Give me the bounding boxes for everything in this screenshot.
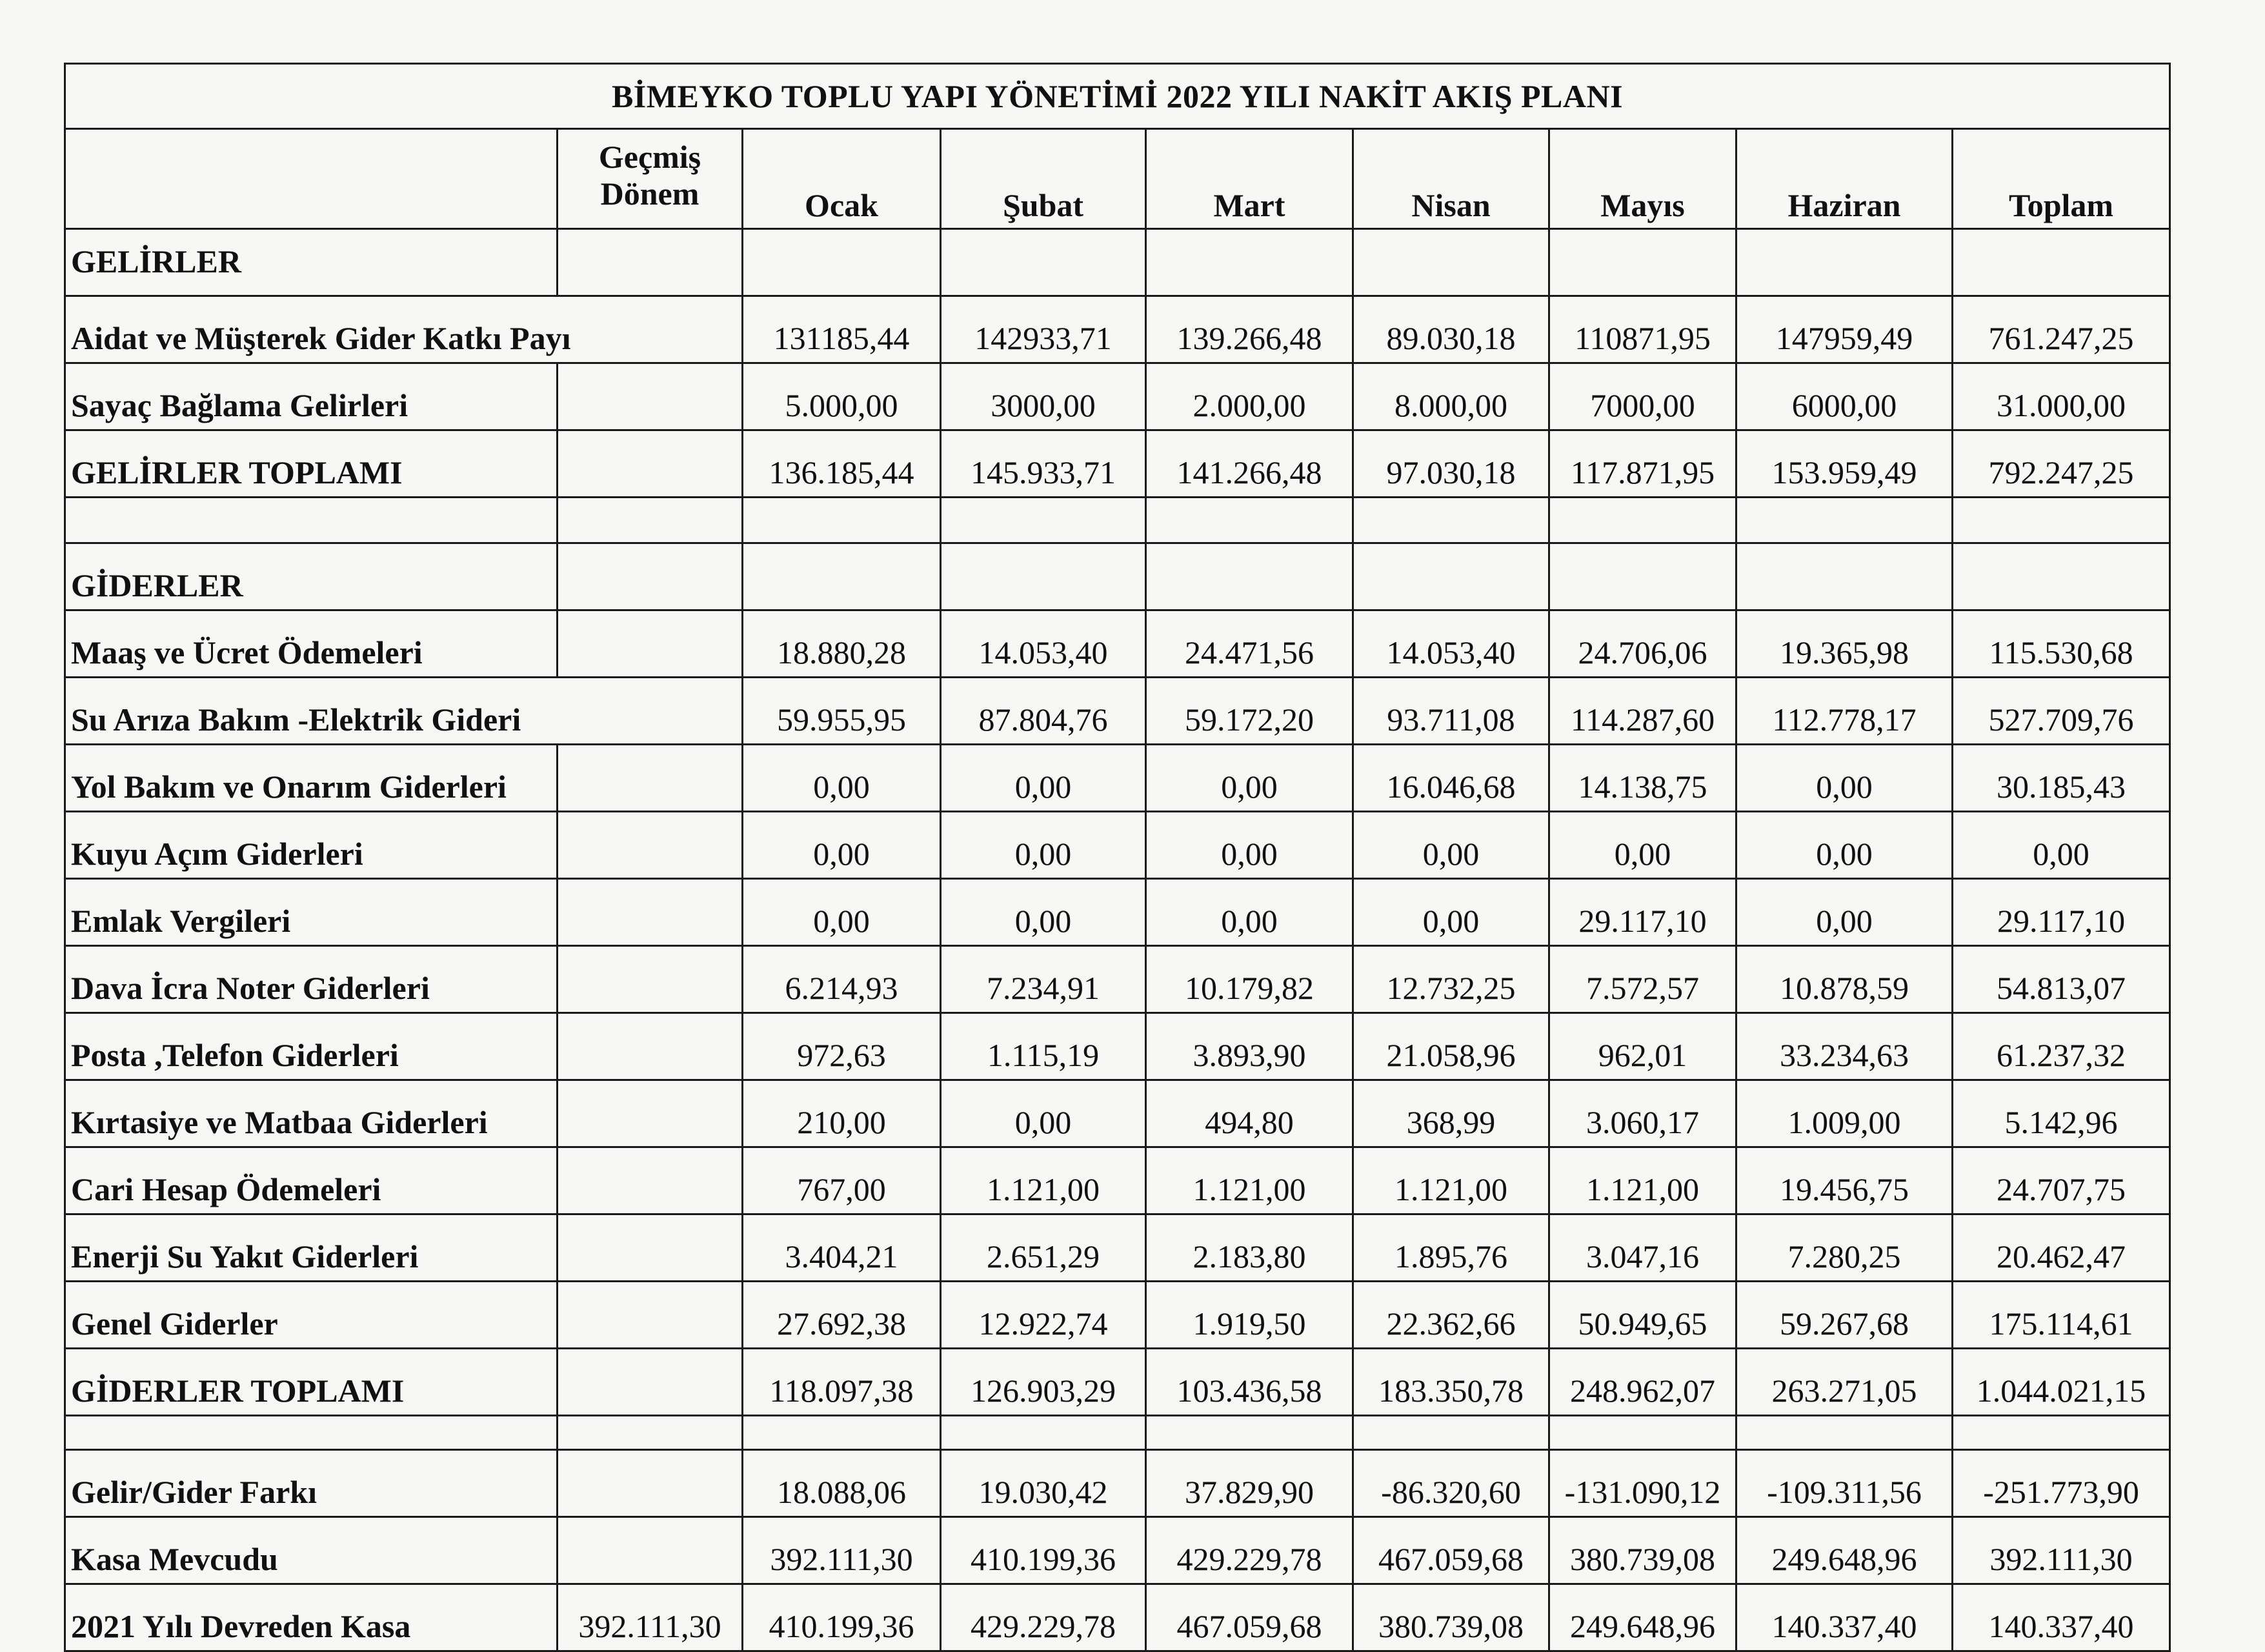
cell-nisan: -86.320,60 [1353,1450,1549,1517]
cell-toplam: 29.117,10 [1953,879,2170,946]
empty-cell [1146,229,1353,296]
cell-nisan: 368,99 [1353,1080,1549,1147]
empty-cell [1953,229,2170,296]
cell-mayis: 249.648,96 [1549,1584,1736,1651]
empty-cell [558,543,743,610]
cell-toplam: 792.247,25 [1953,430,2170,498]
cell-subat: 145.933,71 [941,430,1146,498]
cell-haziran: 249.648,96 [1736,1517,1953,1584]
cell-toplam: 392.111,30 [1953,1517,2170,1584]
cell-subat: 0,00 [941,879,1146,946]
cell-gecmis-donem [558,363,743,430]
header-mart: Mart [1146,129,1353,229]
cell-ocak: 27.692,38 [743,1282,941,1349]
cell-nisan: 22.362,66 [1353,1282,1549,1349]
empty-cell [1736,1416,1953,1450]
header-haziran: Haziran [1736,129,1953,229]
cell-toplam: 175.114,61 [1953,1282,2170,1349]
empty-cell [558,1416,743,1450]
cell-ocak: 410.199,36 [743,1584,941,1651]
cell-subat: 0,00 [941,1080,1146,1147]
empty-cell [743,498,941,543]
header-nisan: Nisan [1353,129,1549,229]
cell-mart: 141.266,48 [1146,430,1353,498]
cell-toplam: 20.462,47 [1953,1214,2170,1282]
table-row [65,1080,2170,1147]
cell-haziran: 19.365,98 [1736,610,1953,678]
row-label: Emlak Vergileri [65,879,558,946]
cell-mayis: 24.706,06 [1549,610,1736,678]
cell-gecmis-donem [558,610,743,678]
cell-subat: 142933,71 [941,296,1146,363]
row-label: Gelir/Gider Farkı [65,1450,558,1517]
cell-gecmis-donem [558,745,743,812]
cell-subat: 2.651,29 [941,1214,1146,1282]
cell-toplam: 54.813,07 [1953,946,2170,1013]
cell-mayis: 7.572,57 [1549,946,1736,1013]
cell-ocak: 18.088,06 [743,1450,941,1517]
cell-nisan: 467.059,68 [1353,1517,1549,1584]
cell-gecmis-donem [558,1214,743,1282]
cell-mart: 2.183,80 [1146,1214,1353,1282]
empty-cell [1353,229,1549,296]
empty-cell [1736,498,1953,543]
cell-nisan: 89.030,18 [1353,296,1549,363]
empty-cell [941,229,1146,296]
cell-toplam: -251.773,90 [1953,1450,2170,1517]
empty-cell [1353,543,1549,610]
cell-subat: 126.903,29 [941,1349,1146,1416]
table-row [65,879,2170,946]
cell-gecmis-donem [558,430,743,498]
cell-haziran: 6000,00 [1736,363,1953,430]
cell-subat: 0,00 [941,812,1146,879]
empty-cell [1146,543,1353,610]
cell-mart: 429.229,78 [1146,1517,1353,1584]
table-row [65,678,2170,745]
cell-subat: 12.922,74 [941,1282,1146,1349]
header-gecmis-donem [558,129,743,229]
cell-mart: 494,80 [1146,1080,1353,1147]
cell-haziran: 0,00 [1736,745,1953,812]
empty-cell [1146,1416,1353,1450]
row-label: Dava İcra Noter Giderleri [65,946,558,1013]
cell-nisan: 21.058,96 [1353,1013,1549,1080]
cell-nisan: 1.121,00 [1353,1147,1549,1214]
table-row [65,1282,2170,1349]
cell-haziran: 140.337,40 [1736,1584,1953,1651]
cell-ocak: 767,00 [743,1147,941,1214]
cell-toplam: 527.709,76 [1953,678,2170,745]
cell-haziran: 10.878,59 [1736,946,1953,1013]
cell-subat: 19.030,42 [941,1450,1146,1517]
cell-toplam: 24.707,75 [1953,1147,2170,1214]
cell-subat: 1.115,19 [941,1013,1146,1080]
cell-mart: 0,00 [1146,879,1353,946]
cell-nisan: 97.030,18 [1353,430,1549,498]
cell-subat: 0,00 [941,745,1146,812]
cell-mart: 139.266,48 [1146,296,1353,363]
empty-cell [1549,498,1736,543]
empty-cell [65,498,558,543]
empty-cell [1736,543,1953,610]
table-row [65,812,2170,879]
table-row [65,1214,2170,1282]
cell-haziran: 7.280,25 [1736,1214,1953,1282]
row-label: Enerji Su Yakıt Giderleri [65,1214,558,1282]
header-ocak: Ocak [743,129,941,229]
cell-mayis: 110871,95 [1549,296,1736,363]
cell-ocak: 18.880,28 [743,610,941,678]
cell-ocak: 0,00 [743,812,941,879]
table-row [65,296,2170,363]
cell-mart: 3.893,90 [1146,1013,1353,1080]
cell-gecmis-donem: 392.111,30 [558,1584,743,1651]
empty-cell [1549,1416,1736,1450]
cell-mart: 467.059,68 [1146,1584,1353,1651]
row-label: Kasa Mevcudu [65,1517,558,1584]
cell-subat: 87.804,76 [941,678,1146,745]
cell-nisan: 93.711,08 [1353,678,1549,745]
table-row [65,1584,2170,1651]
row-label: Aidat ve Müşterek Gider Katkı Payı [65,296,558,363]
cell-toplam: 761.247,25 [1953,296,2170,363]
cell-gecmis-donem [558,946,743,1013]
empty-cell [941,498,1146,543]
cell-mart: 2.000,00 [1146,363,1353,430]
empty-cell [743,1416,941,1450]
cell-nisan: 8.000,00 [1353,363,1549,430]
cell-nisan: 14.053,40 [1353,610,1549,678]
row-label: GELİRLER TOPLAMI [65,430,558,498]
cell-ocak: 136.185,44 [743,430,941,498]
empty-cell [941,1416,1146,1450]
cell-subat: 7.234,91 [941,946,1146,1013]
cell-toplam: 140.337,40 [1953,1584,2170,1651]
cell-haziran: 1.009,00 [1736,1080,1953,1147]
cell-gecmis-donem [558,879,743,946]
cell-toplam: 0,00 [1953,812,2170,879]
empty-cell [558,229,743,296]
cell-gecmis-donem [558,1013,743,1080]
cell-haziran: 153.959,49 [1736,430,1953,498]
cell-mayis: 29.117,10 [1549,879,1736,946]
cell-mart: 37.829,90 [1146,1450,1353,1517]
cell-haziran: 33.234,63 [1736,1013,1953,1080]
cell-mart: 0,00 [1146,745,1353,812]
row-label: Genel Giderler [65,1282,558,1349]
cell-nisan: 1.895,76 [1353,1214,1549,1282]
table-row [65,430,2170,498]
section-gelirler: GELİRLER [65,229,558,296]
cell-mart: 59.172,20 [1146,678,1353,745]
cell-subat: 429.229,78 [941,1584,1146,1651]
cell-gecmis-donem [558,1349,743,1416]
empty-cell [1549,543,1736,610]
cell-nisan: 0,00 [1353,812,1549,879]
document-title: BİMEYKO TOPLU YAPI YÖNETİMİ 2022 YILI NAKİT AKIŞ PLANI [65,64,2170,129]
cell-toplam: 5.142,96 [1953,1080,2170,1147]
cell-gecmis-donem [558,678,743,745]
row-label: Sayaç Bağlama Gelirleri [65,363,558,430]
cell-ocak: 118.097,38 [743,1349,941,1416]
header-subat: Şubat [941,129,1146,229]
cell-subat: 14.053,40 [941,610,1146,678]
cell-ocak: 59.955,95 [743,678,941,745]
cell-subat: 410.199,36 [941,1517,1146,1584]
cell-haziran: 19.456,75 [1736,1147,1953,1214]
cell-haziran: -109.311,56 [1736,1450,1953,1517]
cell-subat: 3000,00 [941,363,1146,430]
cell-nisan: 380.739,08 [1353,1584,1549,1651]
section-giderler: GİDERLER [65,543,558,610]
cell-gecmis-donem [558,1282,743,1349]
cell-mayis: 3.047,16 [1549,1214,1736,1282]
cell-mayis: 114.287,60 [1549,678,1736,745]
empty-cell [1953,543,2170,610]
cell-mart: 10.179,82 [1146,946,1353,1013]
cell-nisan: 12.732,25 [1353,946,1549,1013]
cell-ocak: 5.000,00 [743,363,941,430]
cell-nisan: 16.046,68 [1353,745,1549,812]
cell-mart: 24.471,56 [1146,610,1353,678]
cash-flow-table [64,63,2171,1652]
cell-ocak: 392.111,30 [743,1517,941,1584]
empty-cell [1353,1416,1549,1450]
cell-mayis: 117.871,95 [1549,430,1736,498]
cell-ocak: 972,63 [743,1013,941,1080]
cell-ocak: 131185,44 [743,296,941,363]
cell-ocak: 0,00 [743,745,941,812]
cell-haziran: 0,00 [1736,879,1953,946]
cell-ocak: 6.214,93 [743,946,941,1013]
row-label: Yol Bakım ve Onarım Giderleri [65,745,558,812]
table-row [65,745,2170,812]
cell-mayis: 380.739,08 [1549,1517,1736,1584]
cell-ocak: 3.404,21 [743,1214,941,1282]
row-label: Maaş ve Ücret Ödemeleri [65,610,558,678]
empty-cell [1736,229,1953,296]
empty-cell [1146,498,1353,543]
row-label: 2021 Yılı Devreden Kasa [65,1584,558,1651]
row-label: Kuyu Açım Giderleri [65,812,558,879]
cell-mayis: 50.949,65 [1549,1282,1736,1349]
cell-mayis: 3.060,17 [1549,1080,1736,1147]
table-row [65,363,2170,430]
table-row [65,1147,2170,1214]
empty-cell [1549,229,1736,296]
empty-cell [1953,1416,2170,1450]
table-row [65,610,2170,678]
table-row [65,1450,2170,1517]
cell-toplam: 31.000,00 [1953,363,2170,430]
cell-mayis: 1.121,00 [1549,1147,1736,1214]
row-label: Posta ,Telefon Giderleri [65,1013,558,1080]
cell-mayis: 7000,00 [1549,363,1736,430]
cell-mayis: -131.090,12 [1549,1450,1736,1517]
cell-toplam: 61.237,32 [1953,1013,2170,1080]
cell-gecmis-donem [558,1450,743,1517]
table-row [65,1013,2170,1080]
cell-gecmis-donem [558,1080,743,1147]
cell-haziran: 0,00 [1736,812,1953,879]
cell-subat: 1.121,00 [941,1147,1146,1214]
cell-nisan: 183.350,78 [1353,1349,1549,1416]
cell-mayis: 248.962,07 [1549,1349,1736,1416]
empty-cell [65,1416,558,1450]
cell-haziran: 59.267,68 [1736,1282,1953,1349]
row-label: Cari Hesap Ödemeleri [65,1147,558,1214]
cell-mart: 1.121,00 [1146,1147,1353,1214]
empty-cell [558,498,743,543]
header-label-corner [65,129,558,229]
header-gecmis-line1: Geçmiş [598,138,701,175]
table-row [65,1517,2170,1584]
cell-mart: 103.436,58 [1146,1349,1353,1416]
cell-mayis: 962,01 [1549,1013,1736,1080]
cell-gecmis-donem [558,1517,743,1584]
table-row [65,1349,2170,1416]
header-mayis: Mayıs [1549,129,1736,229]
cell-mart: 1.919,50 [1146,1282,1353,1349]
cell-mart: 0,00 [1146,812,1353,879]
cell-gecmis-donem [558,296,743,363]
header-gecmis-line2: Dönem [600,176,700,212]
cell-mayis: 14.138,75 [1549,745,1736,812]
table-row [65,946,2170,1013]
cell-haziran: 112.778,17 [1736,678,1953,745]
cell-haziran: 147959,49 [1736,296,1953,363]
empty-cell [1953,498,2170,543]
empty-cell [941,543,1146,610]
header-toplam: Toplam [1953,129,2170,229]
cell-toplam: 115.530,68 [1953,610,2170,678]
cell-ocak: 0,00 [743,879,941,946]
empty-cell [1353,498,1549,543]
cell-mayis: 0,00 [1549,812,1736,879]
cell-gecmis-donem [558,1147,743,1214]
row-label: GİDERLER TOPLAMI [65,1349,558,1416]
cell-toplam: 30.185,43 [1953,745,2170,812]
cell-ocak: 210,00 [743,1080,941,1147]
empty-cell [743,229,941,296]
cell-gecmis-donem [558,812,743,879]
cell-nisan: 0,00 [1353,879,1549,946]
cell-haziran: 263.271,05 [1736,1349,1953,1416]
row-label: Kırtasiye ve Matbaa Giderleri [65,1080,558,1147]
empty-cell [743,543,941,610]
row-label: Su Arıza Bakım -Elektrik Gideri [65,678,558,745]
cell-toplam: 1.044.021,15 [1953,1349,2170,1416]
